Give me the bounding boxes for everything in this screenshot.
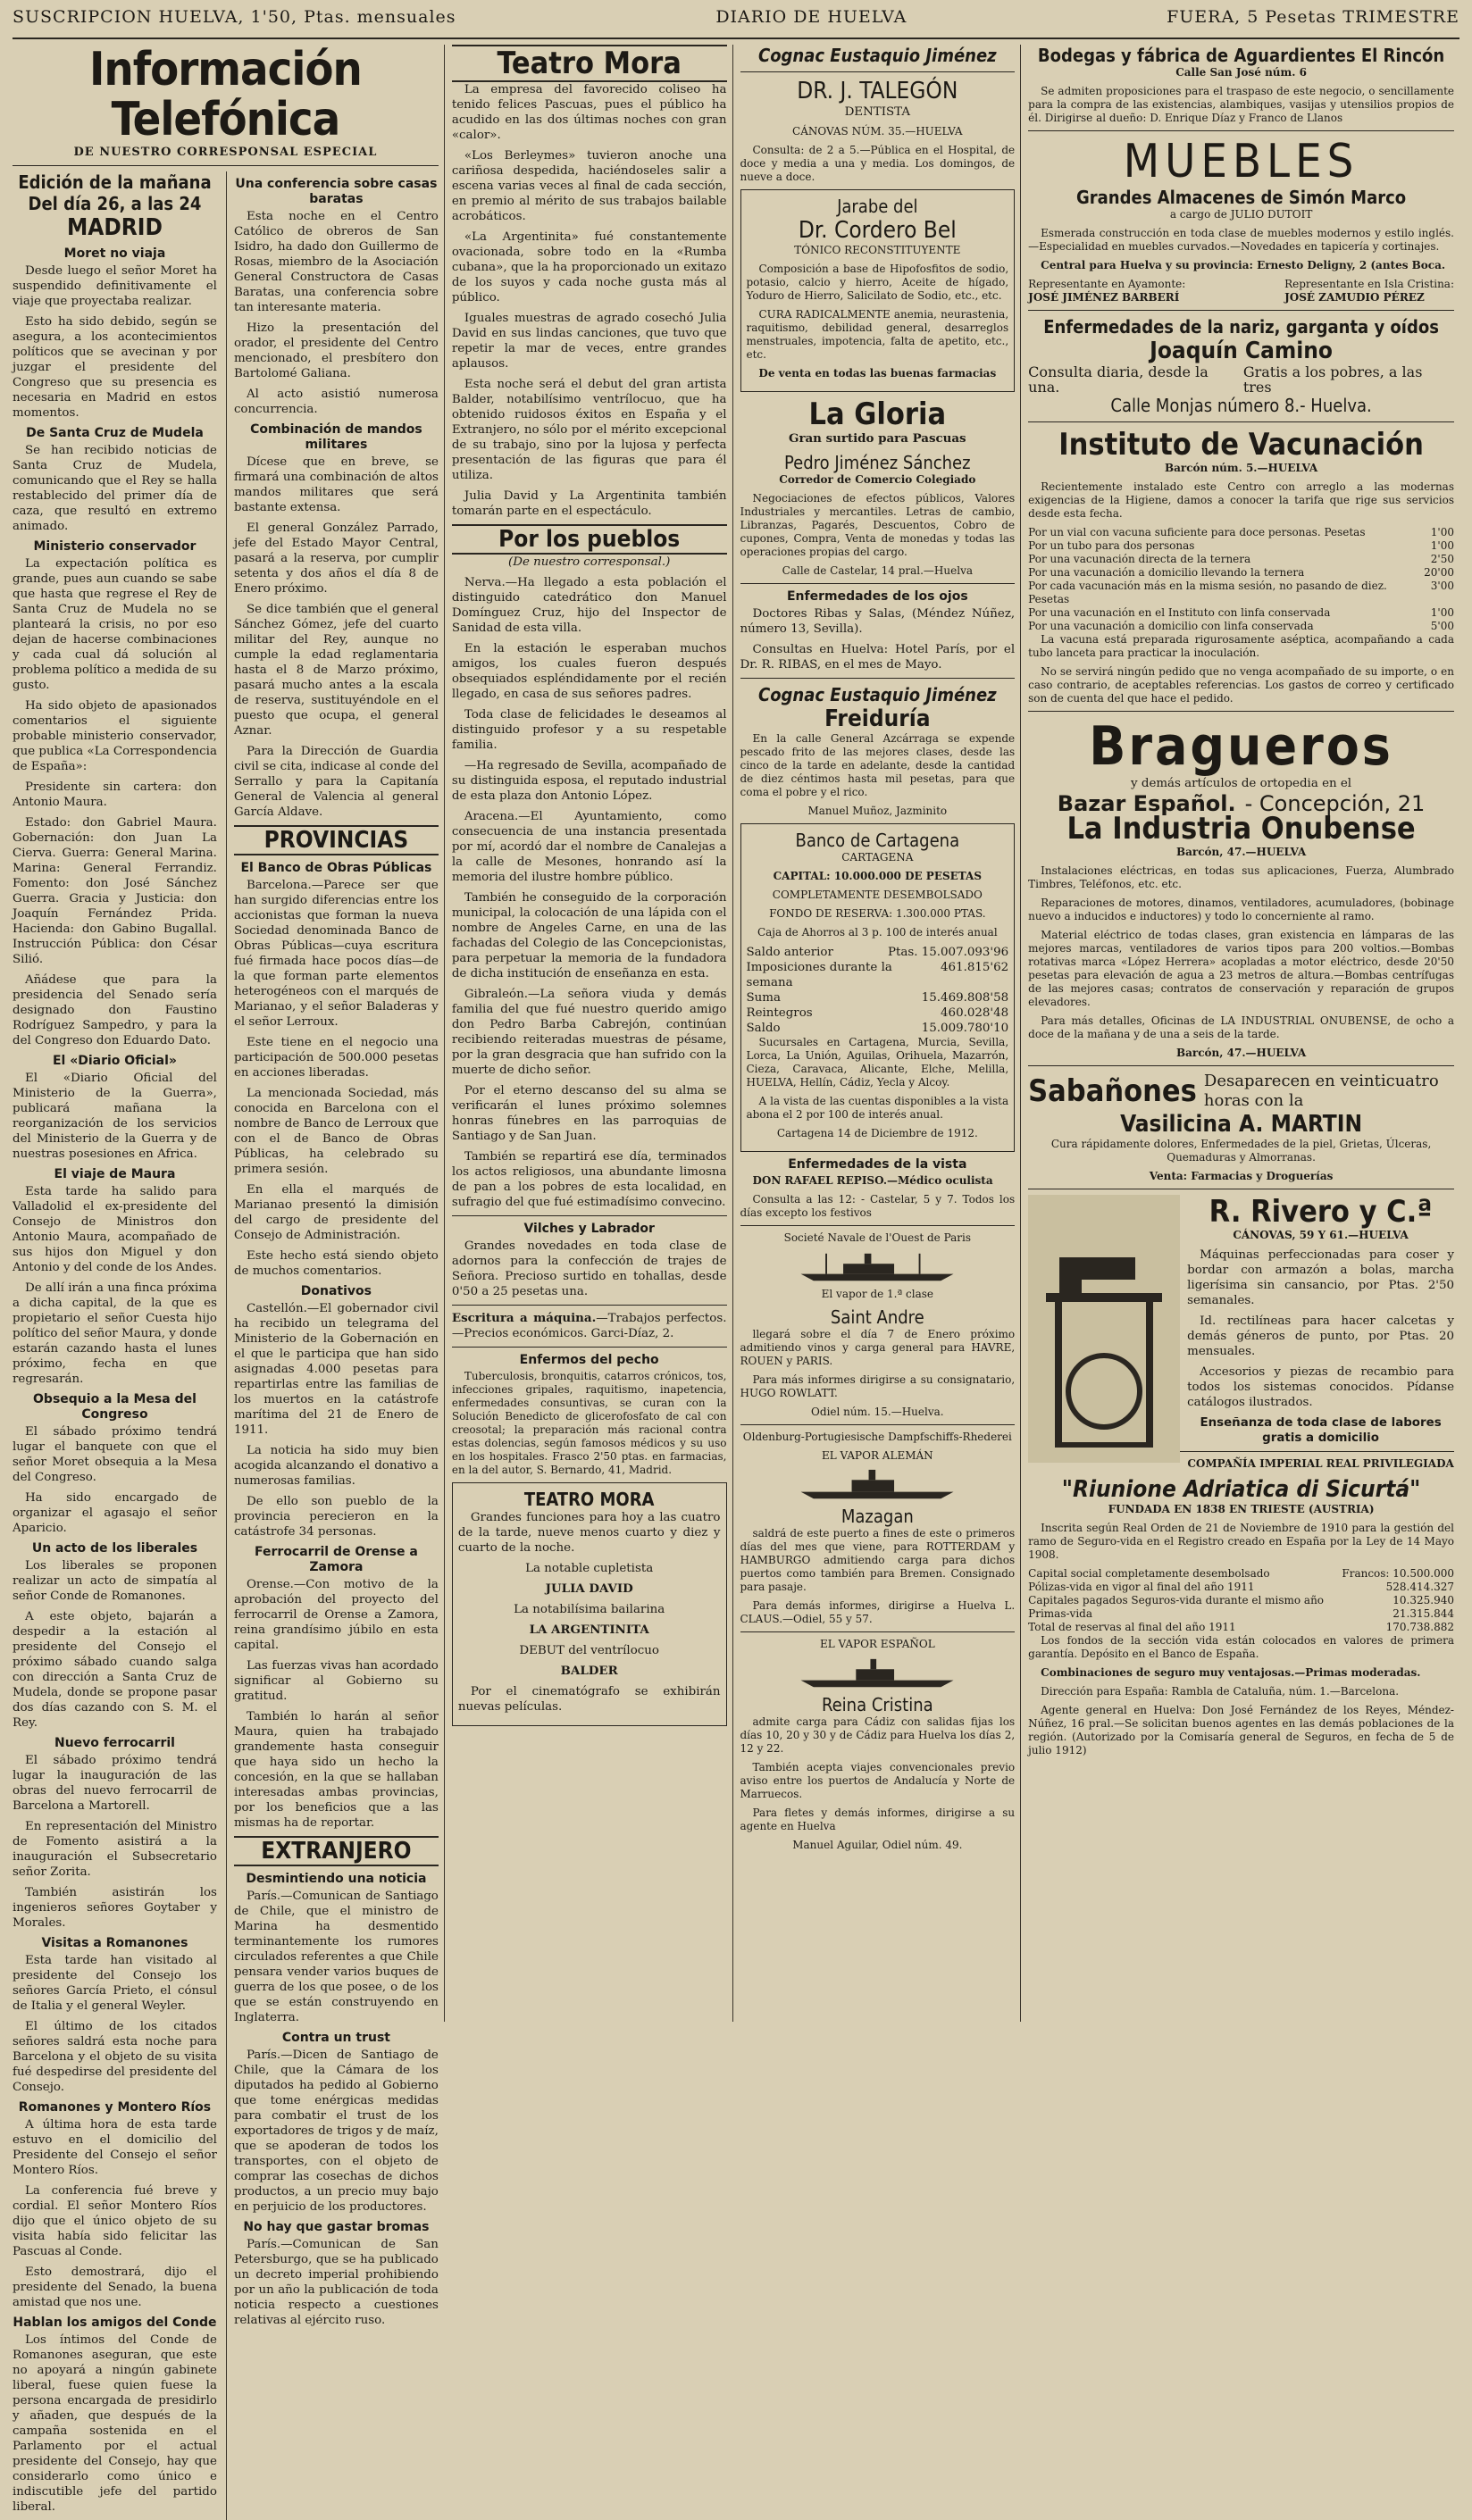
ad-text: Grandes novedades en toda clase de adornos para la confección de trajes de Señora. Precioso surtido en tohallas, desde 0'50 a 25 pesetas una. xyxy=(451,1239,727,1298)
table-cell-label: Capitales pagados Seguros-vida durante el mismo año xyxy=(1028,1594,1325,1606)
rivero-addr: CÁNOVAS, 59 Y 61.—HUELVA xyxy=(1233,1229,1409,1241)
table-row xyxy=(1028,1621,1454,1634)
riunione-text: Combinaciones de seguro muy ventajosas.—Primas moderadas. xyxy=(1041,1666,1421,1679)
table-row xyxy=(747,945,1009,960)
news-paragraph: Aracena.—El Ayuntamiento, como consecuencia de una instancia presentada por mí, acordó dar el nombre de Canalejas a la calle de Mesones, honrando así la memoria del ilustre hombre público. xyxy=(451,810,727,884)
news-heading: Donativos xyxy=(300,1284,372,1298)
industria-text: Material eléctrico de todas clases, gran existencia en lámparas de las mejores marcas, ventiladores de varios tipos para 200 voltios.—Bombas rotativas marca «López Herrera» acopladas a motor eléctrico, desde 20'50 pesetas para elevación de agua a 23 metros de altura.—Bombas centrífugas de las mejores casas; contratos de conservación y reparación de grupos elevadores. xyxy=(1028,929,1454,1008)
rivero-title: R. Rivero y C.ª xyxy=(1209,1194,1433,1230)
news-paragraph: Los liberales se proponen realizar un acto de simpatía al señor Conde de Romanones. xyxy=(13,1559,217,1603)
table-cell-label: Por una vacunación directa de la ternera xyxy=(1028,553,1251,565)
rivero-text: Máquinas perfeccionadas para coser y bordar con armazón a bolas, marcha ligerísima sin cansancio, por Ptas. 2'50 semanales. xyxy=(1187,1248,1454,1307)
news-paragraph: Julia David y La Argentinita también tomarán parte en el espectáculo. xyxy=(451,489,727,518)
masthead-right: FUERA, 5 Pesetas TRIMESTRE xyxy=(1167,7,1459,27)
news-paragraph: «Los Berleymes» tuvieron anoche una cariñosa despedida, haciéndoseles salir a escena varias veces al final de cada sección, en premio al mérito de sus trabajos bailable acrobáticos. xyxy=(451,149,727,223)
news-paragraph: Toda clase de felicidades le deseamos al distinguido profesor y a su respetable familia. xyxy=(451,708,727,752)
ad-heading: Vilches y Labrador xyxy=(523,1222,655,1236)
table-cell-value: 170.738.882 xyxy=(1385,1621,1454,1633)
banco-fondo: FONDO DE RESERVA: 1.300.000 PTAS. xyxy=(769,907,986,920)
news-heading: De Santa Cruz de Mudela xyxy=(26,426,204,440)
rincon-title: Bodegas y fábrica de Aguardientes El Rincón xyxy=(1037,45,1445,66)
news-paragraph: También lo harán al señor Maura, quien ha trabajado grandemente hasta conseguir que haya sido un hecho la concesión, en la que se hallaban interesadas ambas provincias, por los beneficios que a las mismas ha de reportar. xyxy=(233,1710,439,1830)
table-row xyxy=(1028,539,1454,553)
nariz-addr: Calle Monjas número 8.- Huelva. xyxy=(1110,395,1372,416)
ad-line: DEBUT del ventrílocuo xyxy=(519,1644,659,1657)
muebles-central: Central para Huelva y su provincia: Ernesto Deligny, 2 (antes Boca. xyxy=(1041,259,1446,271)
nariz-doctor: Joaquín Camino xyxy=(1150,338,1333,364)
table-cell-label: Por cada vacunación más en la misma sesión, no pasando de diez. Pesetas xyxy=(1028,580,1387,605)
news-paragraph: Añádese que para la presidencia del Senado sería designado don Faustino Rodríguez Sampedro, y para la del Congreso don Eduardo Dato. xyxy=(13,973,217,1047)
rivero-text: Id. rectilíneas para hacer calcetas y demás géneros de punto, por Ptas. 20 mensuales. xyxy=(1187,1314,1454,1358)
news-paragraph: Orense.—Con motivo de la aprobación del proyecto del ferrocarril de Orense a Zamora, reina grandísimo júbilo en esta capital. xyxy=(233,1578,439,1652)
edition-date: Del día 26, a las 24 xyxy=(28,193,202,214)
news-paragraph: Ha sido encargado de organizar el agasajo el señor Aparicio. xyxy=(13,1491,217,1535)
news-paragraph: Esta noche en el Centro Católico de obreros de San Isidro, ha dado don Guillermo de Rosas, miembro de la Asociación General Constructora de Casas Baratas, una conferencia sobre tan interesante materia. xyxy=(233,210,439,314)
news-paragraph: «La Argentinita» fué constantemente ovacionada, sobre todo en la «Rumba cubana», que la ha proporcionado un exitazo de los suyos y cada noche gusta más al público. xyxy=(451,230,727,305)
industria-addr: Barcón, 47.—HUELVA xyxy=(1175,846,1307,858)
table-cell-value: 528.414.327 xyxy=(1385,1581,1454,1593)
news-paragraph: En la estación le esperaban muchos amigos, los cuales fueron después obsequiados espléndidamente por el recién llegado, en casa de sus señores padres. xyxy=(451,642,727,701)
vista-title: Enfermedades de la vista xyxy=(788,1157,967,1172)
rincon-addr: Calle San José núm. 6 xyxy=(1175,66,1307,79)
sabanones-venta: Venta: Farmacias y Droguerías xyxy=(1149,1170,1334,1182)
bragueros-title: Bragueros xyxy=(1089,715,1393,778)
riunione-company: COMPAÑÍA IMPERIAL REAL PRIVILEGIADA xyxy=(1187,1457,1454,1470)
naval-vapor: El vapor de 1.ª clase xyxy=(821,1288,933,1300)
industria-addr: Barcón, 47.—HUELVA xyxy=(1175,1047,1307,1059)
jarabe-text: De venta en todas las buenas farmacias xyxy=(758,367,997,380)
riunione-table xyxy=(1028,1567,1454,1634)
news-paragraph: Desde luego el señor Moret ha suspendido definitivamente el viaje que proyectaba realizar. xyxy=(13,264,217,308)
pueblos-subtitle: (De nuestro corresponsal.) xyxy=(508,555,671,569)
table-cell-label: Por una vacunación en el Instituto con linfa conservada xyxy=(1028,606,1331,619)
table-cell-label: Por una vacunación a domicilio llevando la ternera xyxy=(1028,566,1305,579)
news-heading: Ferrocarril de Orense a Zamora xyxy=(255,1545,418,1574)
news-heading: Un acto de los liberales xyxy=(31,1541,198,1556)
pedro-text: Negociaciones de efectos públicos, Valores Industriales y mercantiles. Letras de cambio, Libranzas, Pagarés, Descuentos, Cobro de cupones, Compra, Venta de monedas y todas las operaciones propias del cargo. xyxy=(740,492,1016,558)
industria-text: Instalaciones eléctricas, en todas sus aplicaciones, Fuerza, Alumbrado Timbres, Teléfonos, etc. etc. xyxy=(1028,864,1454,890)
news-paragraph: Al acto asistió numerosa concurrencia. xyxy=(233,388,439,416)
news-paragraph: También se repartirá ese día, terminados los actos religiosos, una abundante limosna de pan a los pobres de esta localidad, en sufragio del que fué estimadísimo convecino. xyxy=(451,1150,727,1209)
riunione-text: Los fondos de la sección vida están colocados en valores de primera garantía. Depósito en el Banco de España. xyxy=(1028,1634,1454,1660)
news-paragraph: Se dice también que el general Sánchez Gómez, jefe del cuarto militar del Rey, aunque no cumple la edad reglamentaria hasta el 8 de Marzo próximo, pasará mucho antes a la escala de reserva, sustituyéndole en el puesto que ocupa, el general Aznar. xyxy=(233,603,439,738)
news-paragraph: El sábado próximo tendrá lugar el banquete con que el señor Moret obsequia a la Mesa del Congreso. xyxy=(13,1425,217,1484)
teatro-mora-ad-title: TEATRO MORA xyxy=(523,1489,655,1510)
jarabe-sub: TÓNICO RECONSTITUYENTE xyxy=(794,244,961,256)
section-extranjero: EXTRANJERO xyxy=(234,1836,439,1866)
news-heading: El «Diario Oficial» xyxy=(52,1054,177,1068)
news-paragraph: Gibraleón.—La señora viuda y demás familia del que fué nuestro querido amigo don Pedro Barba Cabrejón, continúan recibiendo reiteradas muestras de pésame, por la gran desgracia que han sufrido con la muerte de dicho señor. xyxy=(451,988,727,1077)
vapor-espanol: EL VAPOR ESPAÑOL xyxy=(819,1638,935,1650)
news-paragraph: París.—Comunican de San Petersburgo, que se ha publicado un decreto imperial prohibiendo por un año la publicación de toda noticia respecto a cuestiones relativas al ejército ruso. xyxy=(233,2238,439,2327)
pedro-name: Pedro Jiménez Sánchez xyxy=(784,452,971,473)
naval-title: Societé Navale de l'Ouest de Paris xyxy=(783,1231,972,1244)
news-paragraph: Los íntimos del Conde de Romanones aseguran, que este no apoyará a ningún gabinete liberal, fuese quien fuese la persona encargada de presidirlo y añaden, que después de la campaña sostenida en el Parlamento por el actual presidente del Consejo, hay que considerarlo como único e indiscutible jefe del partido liberal. xyxy=(13,2333,217,2514)
jarabe-title: Dr. Cordero Bel xyxy=(798,217,957,244)
news-paragraph: Esto ha sido debido, según se asegura, a los acontecimientos políticos que se avecinan y por juzgar el presidente del Congreso que su presencia es necesaria en Madrid en estos momentos. xyxy=(13,315,217,420)
table-row xyxy=(747,1005,1009,1021)
jarabe-title: Jarabe del xyxy=(837,196,918,217)
ship-icon xyxy=(767,1656,987,1690)
rincon-text: Se admiten proposiciones para el traspaso de este negocio, o sencillamente para la compra de las existencias, alambiques, vasijas y utensilios propios de él. Dirigirse al dueño: D. Enrique Díaz y Franco de Llanos xyxy=(1028,85,1454,124)
vista-text: Consulta a las 12: - Castelar, 5 y 7. Todos los días excepto los festivos xyxy=(740,1193,1016,1219)
table-cell-label: Por una vacunación a domicilio con linfa conservada xyxy=(1028,620,1314,632)
table-cell-value: 3'00 xyxy=(1430,580,1454,592)
ad-text: Grandes funciones para hoy a las cuatro de la tarde, nueve menos cuarto y diez y cuarto de la noche. xyxy=(457,1511,721,1555)
section-provincias: PROVINCIAS xyxy=(234,825,439,855)
news-paragraph: Para la Dirección de Guardia civil se cita, indicase al conde del Serrallo y para la Capitanía General de Valencia al general García Aldave. xyxy=(233,745,439,819)
news-paragraph: La expectación política es grande, pues aun cuando se sabe que hasta que regrese el Rey de Santa Cruz de Mudela no se planteará la crisis, no por eso dejan de hacerse combinaciones y cada cual dá solución al problema político a medida de su gusto. xyxy=(13,557,217,692)
rivero-text: Enseñanza de toda clase de labores gratis a domicilio xyxy=(1200,1416,1442,1445)
news-paragraph: Estado: don Gabriel Maura. Gobernación: don Juan La Cierva. Guerra: General Marina. Marina: General Ferrandiz. Fomento: don José Sánchez Guerra. Gracia y Justicia: don Joaquín Fernández Prida. Hacienda: don Gabino Bugallal. Instrucción Pública: don César Silió. xyxy=(13,816,217,966)
pedro-addr: Calle de Castelar, 14 pral.—Huelva xyxy=(782,564,973,577)
news-paragraph: París.—Comunican de Santiago de Chile, que el ministro de Marina ha desmentido terminantemente los rumores circulados referentes a que Chile pensara vender varios buques de guerra de los que posee, o de los que se están construyendo en Inglaterra. xyxy=(233,1890,439,2024)
news-paragraph: A este objeto, bajarán a despedir a la estación al presidente del Consejo el próximo sábado cuando salga con dirección a Santa Cruz de Mudela, donde se propone pasar dos días cazando con S. M. el Rey. xyxy=(13,1610,217,1730)
freiduria-sign: Manuel Muñoz, Jazminito xyxy=(807,805,948,817)
table-cell-value: 460.028'48 xyxy=(941,1006,1009,1020)
edition-label: Edición de la mañana xyxy=(18,171,212,193)
vacuna-table xyxy=(1028,526,1454,633)
table-row xyxy=(747,1021,1009,1036)
performer-name: BALDER xyxy=(560,1664,618,1678)
news-heading: Desmintiendo una noticia xyxy=(246,1872,427,1886)
table-row xyxy=(1028,566,1454,580)
vacuna-text: Recientemente instalado este Centro con arreglo a las modernas exigencias de la Higiene, damos a conocer la tarifa que rige sus servicios desde esta fecha. xyxy=(1028,480,1454,520)
table-cell-value: 15.009.780'10 xyxy=(921,1022,1009,1035)
news-paragraph: El último de los citados señores saldrá esta noche para Barcelona y el objeto de su visita fué despedirse del presidente del Consejo. xyxy=(13,2020,217,2094)
table-cell-label: Por un vial con vacuna suficiente para doce personas. Pesetas xyxy=(1028,526,1366,538)
ad-line: La notable cupletista xyxy=(525,1562,654,1575)
dentist-name: DR. J. TALEGÓN xyxy=(797,78,958,104)
industria-title: La Industria Onubense xyxy=(1066,811,1416,847)
ship-icon xyxy=(767,1468,987,1502)
news-paragraph: La conferencia fué breve y cordial. El señor Montero Ríos dijo que el único objeto de su visita había sido felicitar las Pascuas al Conde. xyxy=(13,2184,217,2258)
muebles-rep-name: JOSÉ JIMÉNEZ BARBERÍ xyxy=(1028,291,1180,304)
vacuna-addr: Barcón núm. 5.—HUELVA xyxy=(1165,462,1318,474)
vacuna-title: Instituto de Vacunación xyxy=(1058,427,1424,463)
sabanones-text: Cura rápidamente dolores, Enfermedades de la piel, Grietas, Úlceras, Quemaduras y Almorranas. xyxy=(1050,1138,1432,1164)
news-heading: Hablan los amigos del Conde xyxy=(13,2316,217,2330)
table-row xyxy=(1028,1581,1454,1594)
sabanones-text: Desaparecen en veinticuatro horas con la xyxy=(1203,1072,1439,1110)
naval-text: Para más informes dirigirse a su consignatario, HUGO ROWLATT. xyxy=(740,1373,1016,1399)
table-cell-label: Por un tubo para dos personas xyxy=(1028,539,1195,552)
bragueros-sub: y demás artículos de ortopedia en el xyxy=(1131,777,1352,790)
table-cell-value: 1'00 xyxy=(1430,539,1454,552)
riunione-title: "Riunione Adriatica di Sicurtá" xyxy=(1061,1476,1421,1503)
table-cell-label: Saldo xyxy=(746,1022,781,1035)
reina-text: También acepta viajes convencionales previo aviso entre los puertos de Andalucía y Norte de Marruecos. xyxy=(740,1761,1016,1800)
main-headline: Información Telefónica xyxy=(89,43,362,146)
table-cell-label: Imposiciones durante la semana xyxy=(746,961,892,989)
ad-heading: Escritura a máquina. xyxy=(451,1311,597,1325)
news-paragraph: A última hora de esta tarde estuvo en el domicilio del Presidente del Consejo el señor Montero Ríos. xyxy=(13,2118,217,2177)
news-paragraph: De allí irán a una finca próxima a dicha capital, de la que es propietario el señor Cuesta hijo político del señor Maura, y donde estarán cazando hasta el lunes próximo, fecha en que regresarán. xyxy=(13,1281,217,1386)
sewing-machine-icon xyxy=(1028,1195,1180,1463)
jarabe-text: CURA RADICALMENTE anemia, neurastenia, raquitismo, debilidad general, desarreglos menstruales, impotencia, falta de apetito, etc., etc. xyxy=(746,308,1009,361)
news-paragraph: Este tiene en el negocio una participación de 500.000 pesetas en acciones liberadas. xyxy=(233,1036,439,1080)
table-cell-label: Capital social completamente desembolsado xyxy=(1028,1567,1270,1580)
table-row xyxy=(1028,606,1454,620)
news-paragraph: Barcelona.—Parece ser que han surgido diferencias entre los accionistas que forman la nueva Sociedad denominada Banco de Obras Públicas—cuya escritura fué firmada hace pocos días—de la que forman parte elementos heterogéneos con el marqués de Marianao, y el señor Baladeras y el señor Lerroux. xyxy=(233,879,439,1029)
banco-table xyxy=(747,945,1009,1036)
ad-line: La notabilísima bailarina xyxy=(514,1603,665,1616)
table-cell-value: 1'00 xyxy=(1430,606,1454,619)
oldenburg-title: Oldenburg-Portugiesische Dampfschiffs-Rhederei xyxy=(742,1431,1012,1443)
muebles-sub: Grandes Almacenes de Simón Marco xyxy=(1076,187,1407,208)
ad-text: Tuberculosis, bronquitis, catarros crónicos, tos, infecciones gripales, raquitismo, inapetencia, enfermedades consuntivas, se curan con la Solución Benedicto de glicerofosfato de cal con creosotal; la preparación más racional contra estas dolencias, según famosos médicos y su uso en los hospitales. Frasco 2'50 ptas. en farmacias, en la del autor, S. Bernardo, 41, Madrid. xyxy=(451,1370,727,1476)
news-paragraph: Esto demostrará, dijo el presidente del Senado, la buena amistad que nos une. xyxy=(13,2265,217,2309)
news-paragraph: El «Diario Oficial del Ministerio de la Guerra», publicará mañana la reorganización de los servicios del Ministerio de la Guerra y de nuestras posesiones en Africa. xyxy=(13,1072,217,1161)
banco-city: CARTAGENA xyxy=(841,851,914,864)
news-paragraph: París.—Dicen de Santiago de Chile, que la Cámara de los diputados ha pedido al Gobierno que tome enérgicas medidas para combatir el trust de los exportadores de trigos y de maíz, que se apoderan de todos los transportes, con el objeto de comprar las cosechas de dichos productos, a un precio muy bajo en perjuicio de los productores. xyxy=(233,2049,439,2214)
news-paragraph: Este hecho está siendo objeto de muchos comentarios. xyxy=(233,1249,439,1278)
news-heading: El viaje de Maura xyxy=(54,1167,176,1181)
table-cell-value: 21.315.844 xyxy=(1393,1607,1454,1620)
table-row xyxy=(1028,526,1454,539)
news-paragraph: La empresa del favorecido coliseo ha tenido felices Pascuas, pues el público ha acudido en las dos últimas noches con gran «calor». xyxy=(451,83,727,142)
ojos-title: Enfermedades de los ojos xyxy=(786,589,968,604)
ad-text: Por el cinematógrafo se exhibirán nuevas películas. xyxy=(457,1685,721,1714)
nariz-text: Consulta diaria, desde la una. xyxy=(1028,363,1209,396)
masthead xyxy=(13,7,1459,39)
news-paragraph: Esta noche será el debut del gran artista Balder, notabilísimo ventrílocuo, que ha obtenido ruidosos éxitos en España y el Extranjero, no sólo por el mérito excepcional de su trabajo, sino por la lujosa y perfecta presentación de las figuras que para él utiliza. xyxy=(451,378,727,482)
cognac-ad-title: Cognac Eustaquio Jiménez xyxy=(757,45,997,66)
vacuna-text: No se servirá ningún pedido que no venga acompañado de su importe, o en caso contrario, de aceptables referencias. Los gastos de correo y certificado son de cuenta del que hace el pedido. xyxy=(1028,665,1454,705)
table-row xyxy=(1028,580,1454,606)
banco-sucursales: A la vista de las cuentas disponibles a la vista abona el 2 por 100 de interés anual. xyxy=(746,1095,1009,1121)
banco-date: Cartagena 14 de Diciembre de 1912. xyxy=(776,1127,978,1139)
gloria-sub: Gran surtido para Pascuas xyxy=(789,431,966,446)
news-paragraph: —Ha regresado de Sevilla, acompañado de su distinguida esposa, el reputado industrial de esta plaza don Antonio López. xyxy=(451,759,727,803)
nariz-title: Enfermedades de la nariz, garganta y oídos xyxy=(1043,316,1439,338)
news-paragraph: Castellón.—El gobernador civil ha recibido un telegrama del Ministerio de la Gobernación en el que le participa que han sido asignadas 4.000 pesetas para repartirlas entre las familias de los muertos en la catástrofe marítima del 21 de Enero de 1911. xyxy=(233,1302,439,1437)
theatre-column xyxy=(452,45,733,2022)
vacuna-text: La vacuna está preparada rigurosamente aséptica, acompañando a cada tubo lanceta para practicar la inoculación. xyxy=(1028,633,1454,659)
news-paragraph: La noticia ha sido muy bien acogida alcanzando el donativo a numerosas familias. xyxy=(233,1444,439,1488)
jarabe-text: Composición a base de Hipofosfitos de sodio, potasio, calcio y hierro, Aceite de hígado, Yoduro de Hierro, Salicilato de Sodio, etc., etc. xyxy=(746,263,1009,302)
ads-column-2 xyxy=(1028,45,1459,2022)
freiduria-text: En la calle General Azcárraga se expende pescado frito de las mejores clases, desde las cinco de la tarde en adelante, desde la cantidad de diez céntimos hasta mil pesetas, para que coma el pobre y el rico. xyxy=(740,732,1016,798)
ojos-text: Consultas en Huelva: Hotel París, por el Dr. R. RIBAS, en el mes de Mayo. xyxy=(740,643,1016,672)
table-cell-value: 5'00 xyxy=(1430,620,1454,632)
news-paragraph: También he conseguido de la corporación municipal, la colocación de una lápida con el nombre de Angeles Carne, en una de las fachadas del Colegio de las Concepcionistas, para perpetuar la memoria de la fundadora de dicha institución de enseñanza en esta. xyxy=(451,891,727,980)
ad-text: —Trabajos perfectos.—Precios económicos. Garci-Díaz, 2. xyxy=(451,1312,727,1340)
banco-sucursales: Sucursales en Cartagena, Murcia, Sevilla, Lorca, La Unión, Aguilas, Orihuela, Mazarrón, Cieza, Caravaca, Alicante, Elche, Melilla, HUELVA, Hellín, Cádiz, Yecla y Alcoy. xyxy=(746,1036,1009,1089)
news-paragraph: Hizo la presentación del orador, el presidente del Centro mencionado, el presbítero don Bartolomé Galiana. xyxy=(233,321,439,380)
vapor-aleman: EL VAPOR ALEMÁN xyxy=(821,1449,933,1462)
industria-text: Reparaciones de motores, dinamos, ventiladores, acumuladores, (bobinage nuevo a inducidos e inductores) y todo lo concerniente al ramo. xyxy=(1028,897,1454,922)
pueblos-title: Por los pueblos xyxy=(452,524,727,555)
riunione-text: Dirección para España: Rambla de Cataluña, núm. 1.—Barcelona. xyxy=(1041,1685,1400,1698)
news-heading: Nuevo ferrocarril xyxy=(54,1736,175,1750)
ship-icon xyxy=(767,1250,987,1284)
news-paragraph: Esta tarde han visitado al presidente del Consejo los señores García Prieto, el cónsul de Italia y el general Weyler. xyxy=(13,1954,217,2013)
main-subtitle: DE NUESTRO CORRESPONSAL ESPECIAL xyxy=(73,146,378,159)
table-cell-value: 461.815'62 xyxy=(941,961,1009,974)
news-heading: Ministerio conservador xyxy=(33,539,197,554)
news-heading: Romanones y Montero Ríos xyxy=(18,2100,212,2115)
news-paragraph: Ha sido objeto de apasionados comentarios el siguiente probable ministerio conservador, que publica «La Correspondencia de España»: xyxy=(13,699,217,773)
naval-ship-name: Saint Andre xyxy=(830,1306,924,1328)
riunione-text: Inscrita según Real Orden de 21 de Noviembre de 1910 para la gestión del ramo de Seguro-vida en el Registro creado en España por la Ley de 14 Mayo 1908. xyxy=(1028,1522,1454,1561)
ojos-text: Doctores Ribas y Salas, (Méndez Núñez, número 13, Sevilla). xyxy=(740,607,1016,636)
naval-addr: Odiel núm. 15.—Huelva. xyxy=(811,1406,944,1418)
muebles-rep-name: JOSÉ ZAMUDIO PÉREZ xyxy=(1284,291,1425,304)
news-paragraph: Las fuerzas vivas han acordado significar al Gobierno su gratitud. xyxy=(233,1659,439,1703)
industria-text: Para más detalles, Oficinas de LA INDUSTRIAL ONUBENSE, de ocho a doce de la mañana y de una a seis de la tarde. xyxy=(1028,1014,1454,1040)
mazagan-text: Para demás informes, dirigirse a Huelva L. CLAUS.—Odiel, 55 y 57. xyxy=(740,1599,1016,1625)
vasilicina-name: Vasilicina A. MARTIN xyxy=(1120,1111,1363,1138)
city-label: MADRID xyxy=(66,214,163,241)
news-paragraph: Nerva.—Ha llegado a esta población el distinguido catedrático don Manuel Domínguez Cruz, hijo del Inspector de Sanidad de esta villa. xyxy=(451,576,727,635)
news-heading: Combinación de mandos militares xyxy=(250,422,422,452)
banco-caja: Caja de Ahorros al 3 p. 100 de interés anual xyxy=(757,926,998,939)
reina-sign: Manuel Aguilar, Odiel núm. 49. xyxy=(792,1839,963,1851)
muebles-title: MUEBLES xyxy=(1123,135,1359,188)
table-cell-value: 2'50 xyxy=(1430,553,1454,565)
bazar-addr: - Concepción, 21 xyxy=(1244,791,1426,816)
news-column xyxy=(13,43,445,2514)
muebles-cargo: a cargo de JULIO DUTOIT xyxy=(1169,208,1313,221)
masthead-center: DIARIO DE HUELVA xyxy=(715,7,907,27)
vista-doctor: DON RAFAEL REPISO.—Médico oculista xyxy=(752,1174,993,1187)
table-cell-label: Suma xyxy=(746,991,781,1005)
table-row xyxy=(1028,1607,1454,1621)
table-cell-value: 10.325.940 xyxy=(1393,1594,1454,1606)
news-paragraph: El general González Parrado, jefe del Estado Mayor Central, pasará a la reserva, por cumplir setenta y dos años el día 8 de Enero próximo. xyxy=(233,522,439,596)
ads-column-1 xyxy=(740,45,1022,2022)
ad-heading: Enfermos del pecho xyxy=(519,1353,659,1367)
freiduria-title: Freiduría xyxy=(824,705,931,732)
news-paragraph: Se han recibido noticias de Santa Cruz de Mudela, comunicando que el Rey se halla restablecido del primer día de caza, que resultó en extremo animado. xyxy=(13,444,217,533)
dentist-title: DENTISTA xyxy=(844,105,911,119)
news-heading: Visitas a Romanones xyxy=(41,1936,188,1950)
reina-text: Para fletes y demás informes, dirigirse a su agente en Huelva xyxy=(740,1807,1016,1832)
news-heading: Contra un trust xyxy=(281,2031,390,2045)
masthead-left: SUSCRIPCION HUELVA, 1'50, Ptas. mensuales xyxy=(13,7,456,27)
table-row xyxy=(1028,620,1454,633)
sabanones-title: Sabañones xyxy=(1028,1073,1197,1109)
performer-name: LA ARGENTINITA xyxy=(529,1623,649,1637)
news-heading: Obsequio a la Mesa del Congreso xyxy=(33,1392,197,1422)
news-paragraph: El sábado próximo tendrá lugar la inauguración de las obras del nuevo ferrocarril de Barcelona a Martorell. xyxy=(13,1754,217,1813)
news-paragraph: Por el eterno descanso del su alma se verificarán el lunes próximo solemnes honras fúnebres en las parroquias de Santiago y de San Juan. xyxy=(451,1084,727,1143)
table-cell-label: Total de reservas al final del año 1911 xyxy=(1028,1621,1236,1633)
news-paragraph: En representación del Ministro de Fomento asistirá a la inauguración el Subsecretario señor Zorita. xyxy=(13,1820,217,1879)
naval-text: llegará sobre el día 7 de Enero próximo admitiendo vinos y carga general para HAVRE, ROUEN y PARIS. xyxy=(740,1328,1016,1367)
table-cell-value: 15.469.808'58 xyxy=(921,991,1009,1005)
table-cell-label: Pólizas-vida en vigor al final del año 1911 xyxy=(1028,1581,1255,1593)
banco-desembolsado: COMPLETAMENTE DESEMBOLSADO xyxy=(772,889,983,901)
news-paragraph: En ella el marqués de Marianao presentó la dimisión del cargo de presidente del Consejo de Administración. xyxy=(233,1183,439,1242)
teatro-title: Teatro Mora xyxy=(452,45,727,82)
pedro-sub: Corredor de Comercio Colegiado xyxy=(779,473,976,486)
riunione-text: Agente general en Huelva: Don José Fernández de los Reyes, Méndez-Núñez, 16 pral.—Se solicitan buenos agentes en las demás poblaciones de la región. (Autorizado por la Comisaría general de Seguros, en fecha de 5 de julio 1912) xyxy=(1028,1704,1454,1756)
mazagan-text: saldrá de este puerto a fines de este o primeros días del mes que viene, para ROTTERDAM y HAMBURGO admitiendo carga para dichos puertos como también para Bremen. Consignado para pasaje. xyxy=(740,1527,1016,1593)
table-cell-value: 1'00 xyxy=(1430,526,1454,538)
banco-capital: CAPITAL: 10.000.000 DE PESETAS xyxy=(773,870,983,882)
gloria-title: La Gloria xyxy=(808,396,947,432)
news-paragraph: Iguales muestras de agrado cosechó Julia David en sus lindas canciones, que tuvo que repetir la mar de veces, entre grandes aplausos. xyxy=(451,312,727,371)
cognac-ad-title: Cognac Eustaquio Jiménez xyxy=(757,684,997,705)
table-cell-label: Reintegros xyxy=(746,1006,813,1020)
table-cell-value: Francos: 10.500.000 xyxy=(1342,1567,1454,1580)
news-paragraph: Dícese que en breve, se firmará una combinación de altos mandos militares que será bastante extensa. xyxy=(233,455,439,514)
table-row xyxy=(1028,553,1454,566)
news-heading: Moret no viaja xyxy=(63,246,166,261)
news-heading: No hay que gastar bromas xyxy=(243,2220,430,2234)
news-paragraph: Presidente sin cartera: don Antonio Maura. xyxy=(13,780,217,809)
news-heading: El Banco de Obras Públicas xyxy=(240,861,432,875)
riunione-sub: FUNDADA EN 1838 EN TRIESTE (AUSTRIA) xyxy=(1108,1503,1375,1515)
news-paragraph: De ello son pueblo de la provincia perecieron en la catástrofe 34 personas. xyxy=(233,1495,439,1539)
table-cell-value: Ptas. 15.007.093'96 xyxy=(887,946,1009,959)
muebles-rep: Representante en Isla Cristina: xyxy=(1284,278,1454,290)
reina-title: Reina Cristina xyxy=(822,1694,933,1715)
table-cell-label: Primas-vida xyxy=(1028,1607,1092,1620)
table-row xyxy=(747,990,1009,1005)
dentist-text: Consulta: de 2 a 5.—Pública en el Hospital, de doce y media a una y media. Los domingos, de nueve a doce. xyxy=(740,144,1016,183)
table-row xyxy=(1028,1567,1454,1581)
news-paragraph: También asistirán los ingenieros señores Goytaber y Morales. xyxy=(13,1886,217,1930)
news-heading: Una conferencia sobre casas baratas xyxy=(235,177,438,206)
muebles-rep: Representante en Ayamonte: xyxy=(1028,278,1186,290)
bazar-name: Bazar Español. xyxy=(1057,791,1236,816)
news-paragraph: La mencionada Sociedad, más conocida en Barcelona con el nombre de Banco de Lerroux que con el de Banco de Obras Públicas, ha celebrado su primera sesión. xyxy=(233,1087,439,1176)
table-cell-label: Saldo anterior xyxy=(746,946,833,959)
muebles-text: Esmerada construcción en toda clase de muebles modernos y estilo inglés.—Especialidad en muebles curvados.—Novedades en tapicería y cortinajes. xyxy=(1028,227,1454,253)
table-cell-value: 20'00 xyxy=(1424,566,1454,579)
performer-name: JULIA DAVID xyxy=(545,1581,633,1596)
dentist-address: CÁNOVAS NÚM. 35.—HUELVA xyxy=(792,125,963,138)
table-row xyxy=(1028,1594,1454,1607)
news-paragraph: Esta tarde ha salido para Valladolid el ex-presidente del Consejo de Ministros don Antonio Maura, acompañado de sus hijos don Miguel y don Antonio y del conde de los Andes. xyxy=(13,1185,217,1274)
banco-title: Banco de Cartagena xyxy=(795,830,960,851)
nariz-text: Gratis a los pobres, a las tres xyxy=(1242,363,1423,396)
mazagan-title: Mazagan xyxy=(841,1506,914,1527)
table-row xyxy=(747,960,1009,990)
reina-text: admite carga para Cádiz con salidas fijas los días 10, 20 y 30 y de Cádiz para Huelva los días 2, 12 y 22. xyxy=(740,1715,1016,1755)
rivero-text: Accesorios y piezas de recambio para todos los sistemas conocidos. Pídanse catálogos ilustrados. xyxy=(1187,1365,1454,1409)
